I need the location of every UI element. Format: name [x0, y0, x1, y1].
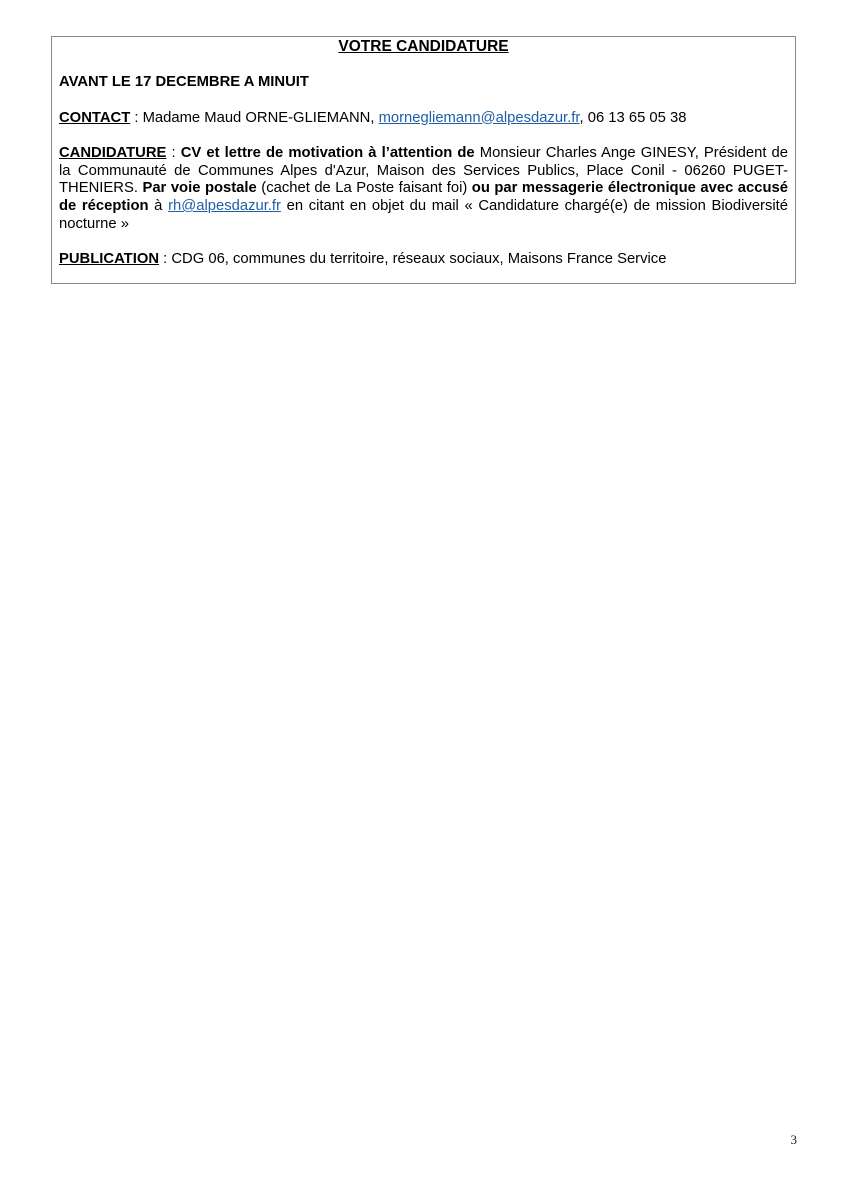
candidature-box — [51, 36, 796, 284]
candidature-recipient: Monsieur Charles Ange GINESY, Président de la Communauté de Communes Alpes d'Azur, Maison des Services Publics, Place Conil - 06260 PUGET-THENIERS. — [59, 145, 788, 197]
publication-separator: : — [159, 251, 172, 268]
deadline-text: AVANT LE 17 DECEMBRE A MINUIT — [59, 74, 309, 90]
contact-paragraph — [59, 110, 788, 128]
candidature-postal: Par voie postale — [142, 180, 257, 197]
candidature-paragraph — [59, 145, 788, 233]
contact-email-link[interactable]: mornegliemann@alpesdazur.fr — [378, 109, 580, 126]
contact-label: CONTACT — [59, 109, 131, 126]
section-title: VOTRE CANDIDATURE — [338, 38, 509, 55]
contact-separator: : — [130, 109, 143, 126]
candidature-label: CANDIDATURE — [59, 145, 167, 162]
publication-text: CDG 06, communes du territoire, réseaux sociaux, Maisons France Service — [171, 251, 667, 268]
candidature-email-link[interactable]: rh@alpesdazur.fr — [168, 197, 281, 214]
candidature-email-method: ou par messagerie électronique avec accusé de réception — [59, 180, 788, 214]
contact-name: Madame Maud ORNE-GLIEMANN, — [142, 109, 379, 126]
page-number: 3 — [790, 1132, 797, 1147]
publication-paragraph — [59, 251, 788, 269]
candidature-documents: CV et lettre de motivation à l’attention de — [180, 145, 475, 162]
candidature-postal-note: (cachet de La Poste faisant foi) — [256, 180, 472, 197]
candidature-to: à — [148, 197, 169, 214]
candidature-subject: en citant en objet du mail « Candidature chargé(e) de mission Biodiversité nocturne » — [59, 197, 788, 232]
publication-label: PUBLICATION — [59, 251, 160, 268]
contact-phone: , 06 13 65 05 38 — [579, 109, 687, 126]
candidature-separator: : — [166, 145, 181, 162]
